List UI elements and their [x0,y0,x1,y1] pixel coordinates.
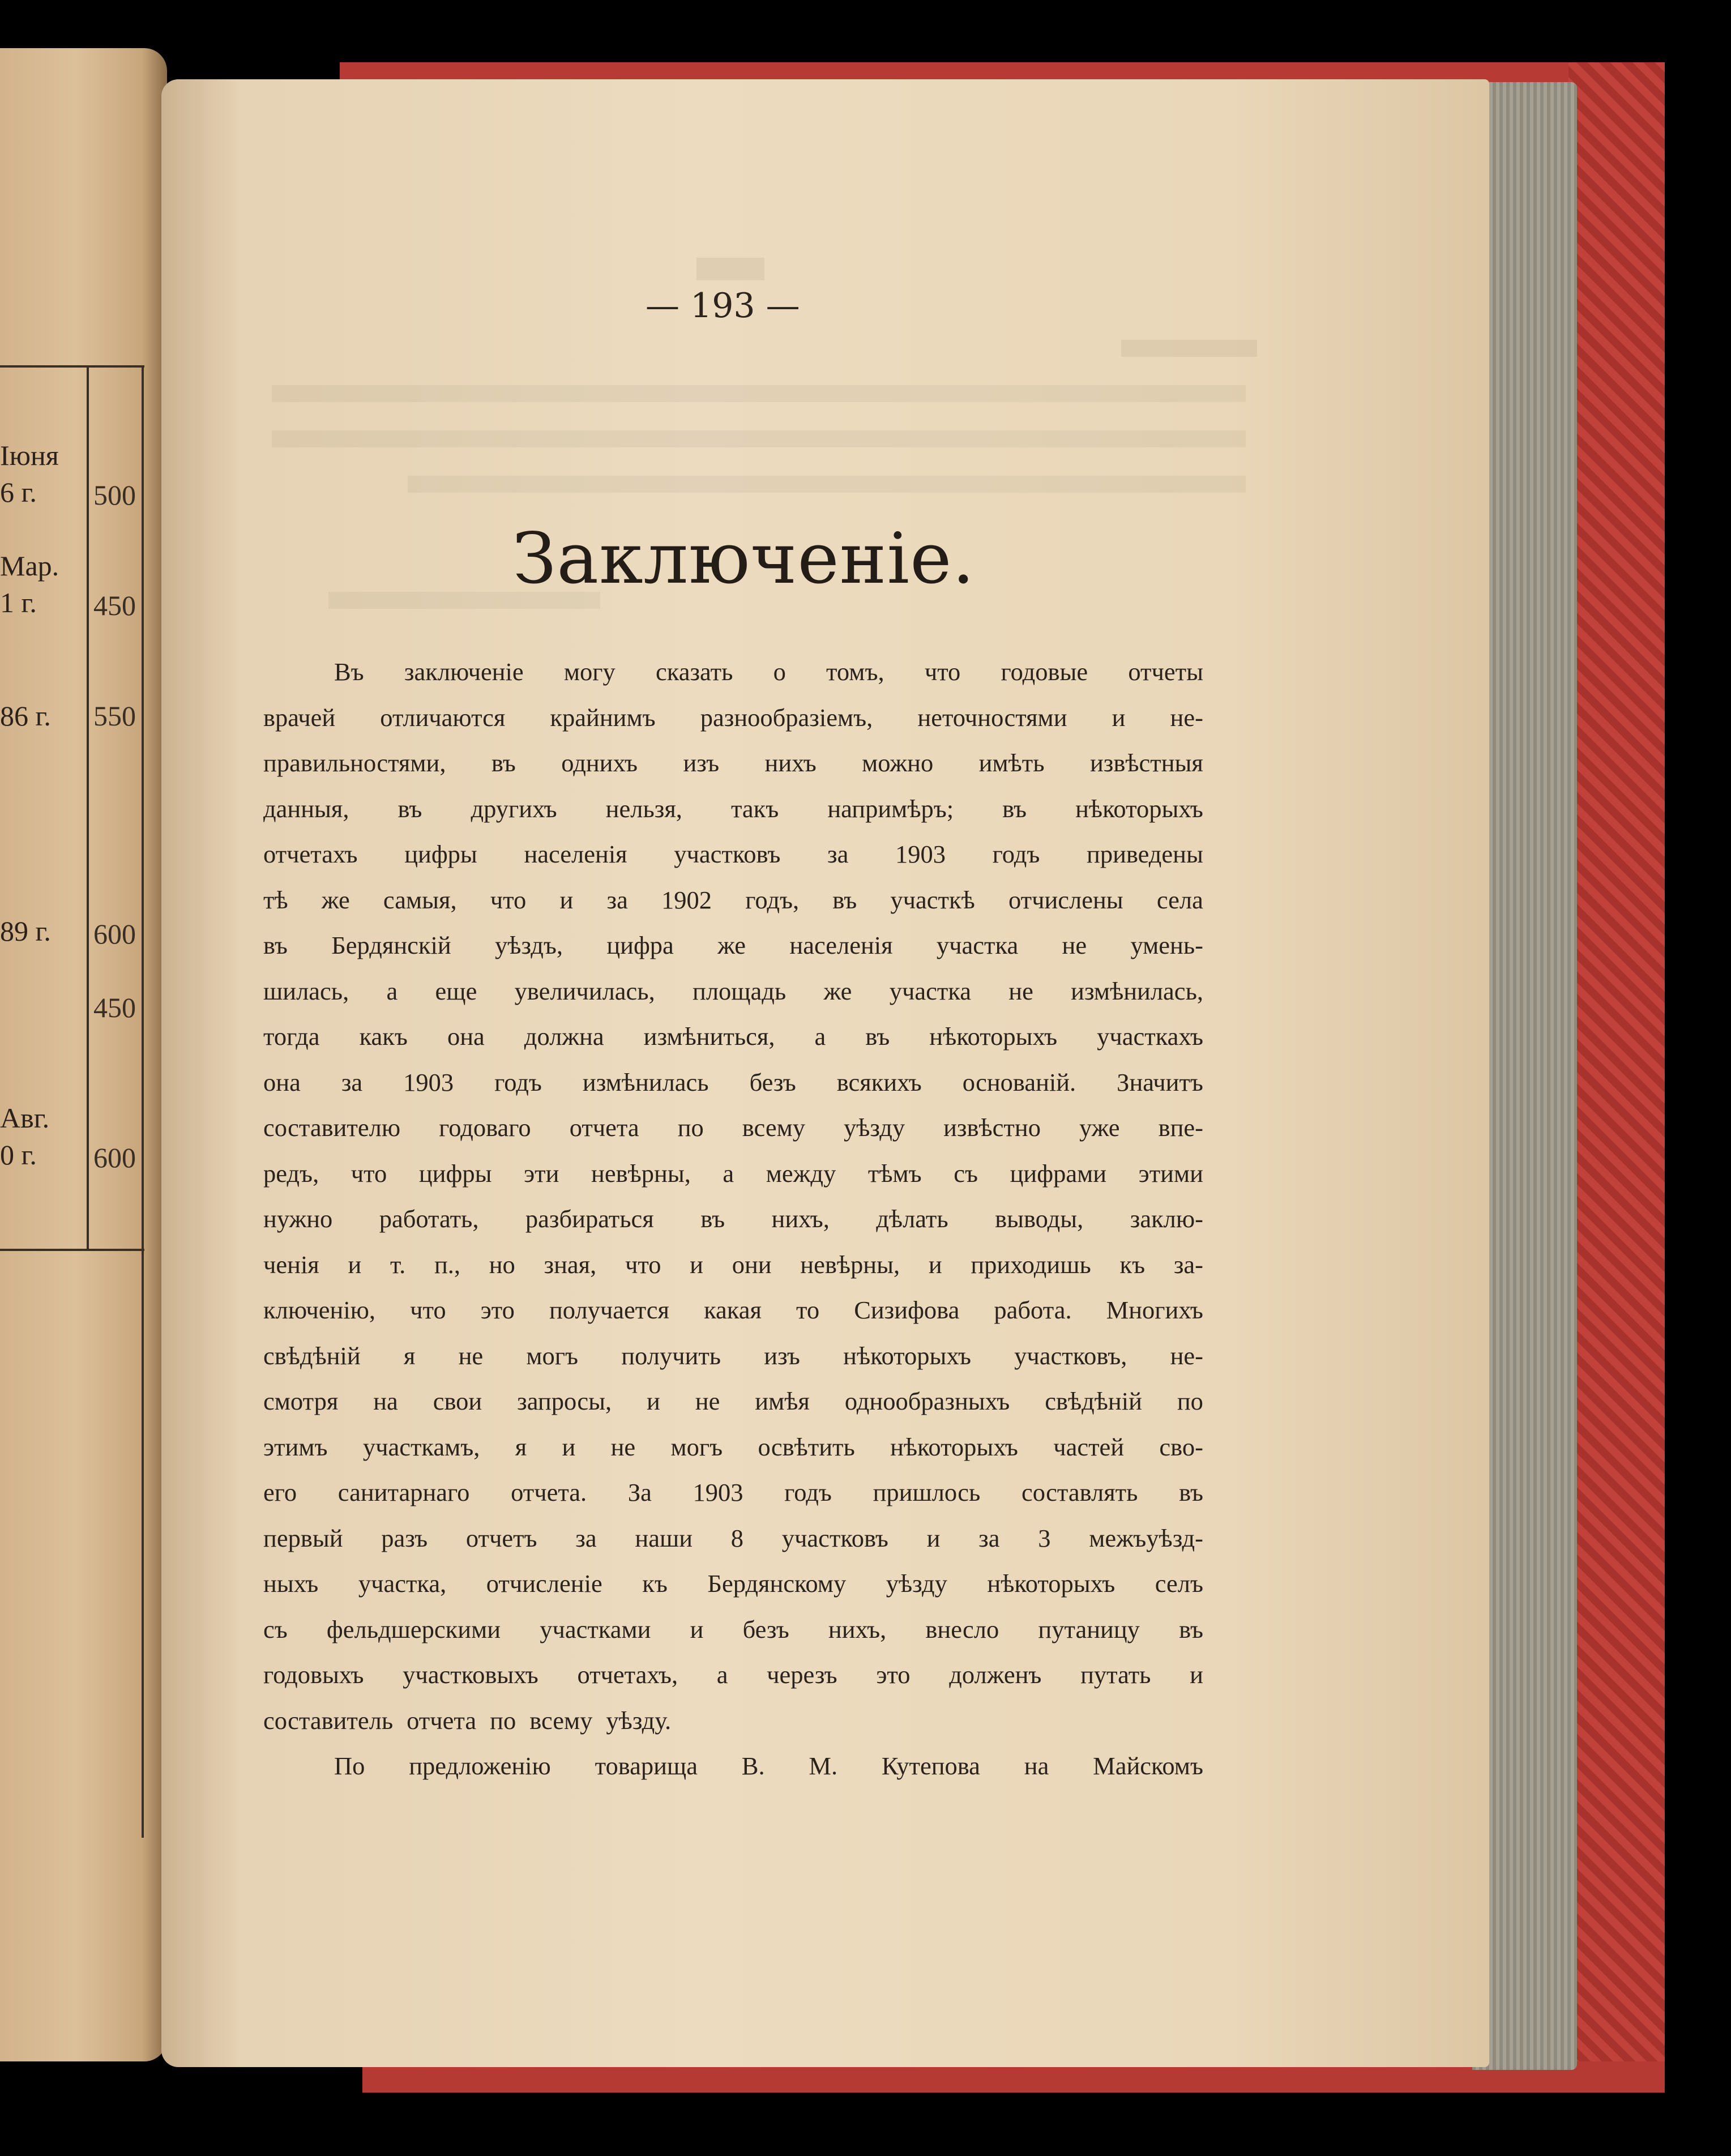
text-line: его санитарнаго отчета. За 1903 годъ пришлось составлять въ [263,1478,1203,1506]
left-page-value: 450 [93,992,136,1023]
page-number: — 193 — [646,286,800,326]
left-page-label: 0 г. [0,1139,37,1171]
text-line: первый разъ отчетъ за наши 8 участковъ и за 3 межъуѣзд- [263,1523,1203,1552]
left-page-label: Мар. [0,550,59,582]
text-line: этимъ участкамъ, я и не могъ освѣтить нѣкоторыхъ частей сво- [263,1432,1203,1461]
left-page-label: 6 г. [0,476,37,508]
bleed-through [1121,340,1257,357]
left-page-value: 600 [93,918,136,950]
text-line: она за 1903 годъ измѣнилась безъ всякихъ основаній. Значитъ [263,1068,1203,1096]
text-line: смотря на свои запросы, и не имѣя однообразныхъ свѣдѣній по [263,1387,1203,1415]
left-page-value: 600 [93,1142,136,1173]
table-column-rule [87,365,89,1249]
text-line: составитель отчета по всему уѣзду. [263,1706,672,1735]
text-line: составителю годоваго отчета по всему уѣзду извѣстно уже впе- [263,1113,1203,1142]
text-line: редъ, что цифры эти невѣрны, а между тѣмъ съ цифрами этими [263,1159,1203,1188]
bleed-through [696,258,764,280]
text-line: данныя, въ другихъ нельзя, такъ напримѣръ; въ нѣкоторыхъ [263,794,1203,823]
text-line: тѣ же самыя, что и за 1902 годъ, въ участкѣ отчислены села [263,885,1203,914]
table-bottom-rule [0,1249,144,1251]
text-line: ныхъ участка, отчисленіе къ Бердянскому уѣзду нѣкоторыхъ селъ [263,1569,1203,1598]
table-top-rule [0,365,144,368]
text-line: ключенію, что это получается какая то Сизифова работа. Многихъ [263,1296,1203,1324]
previous-page-fragment [0,48,167,2061]
table-right-rule [142,365,144,1838]
text-line: По предложенію товарища В. М. Кутепова на Майскомъ [334,1752,1203,1780]
text-line: въ Бердянскій уѣздъ, цифра же населенія участка не умень- [263,931,1203,959]
book-cover-right-edge [1568,62,1665,2084]
text-line: шилась, а еще увеличилась, площадь же участка не измѣнилась, [263,976,1203,1005]
bleed-through [272,385,1246,402]
left-page-label: 1 г. [0,587,37,618]
left-page-label: 86 г. [0,700,51,732]
text-line: тогда какъ она должна измѣниться, а въ нѣкоторыхъ участкахъ [263,1022,1203,1051]
text-line: Въ заключеніе могу сказать о томъ, что годовые отчеты [334,658,1203,686]
text-line: отчетахъ цифры населенія участковъ за 1903 годъ приведены [263,840,1203,868]
text-line: годовыхъ участковыхъ отчетахъ, а черезъ это долженъ путать и [263,1660,1203,1689]
left-page-value: 550 [93,700,136,732]
left-page-label: Авг. [0,1102,50,1134]
left-page-value: 450 [93,590,136,621]
text-line: съ фельдшерскими участками и безъ нихъ, внесло путаницу въ [263,1615,1203,1643]
left-page-label: Іюня [0,439,59,471]
text-line: ченія и т. п., но зная, что и они невѣрны, и приходишь къ за- [263,1250,1203,1279]
text-line: нужно работать, разбираться въ нихъ, дѣлать выводы, заклю- [263,1205,1203,1233]
left-page-label: 89 г. [0,915,51,947]
left-page-value: 500 [93,479,136,511]
bleed-through [272,430,1246,447]
text-line: врачей отличаются крайнимъ разнообразіемъ, неточностями и не- [263,703,1203,732]
section-title: Заключеніе. [512,518,975,600]
text-line: свѣдѣній я не могъ получить изъ нѣкоторыхъ участковъ, не- [263,1341,1203,1370]
text-line: правильностями, въ однихъ изъ нихъ можно имѣть извѣстныя [263,749,1203,777]
bleed-through [408,476,1246,493]
